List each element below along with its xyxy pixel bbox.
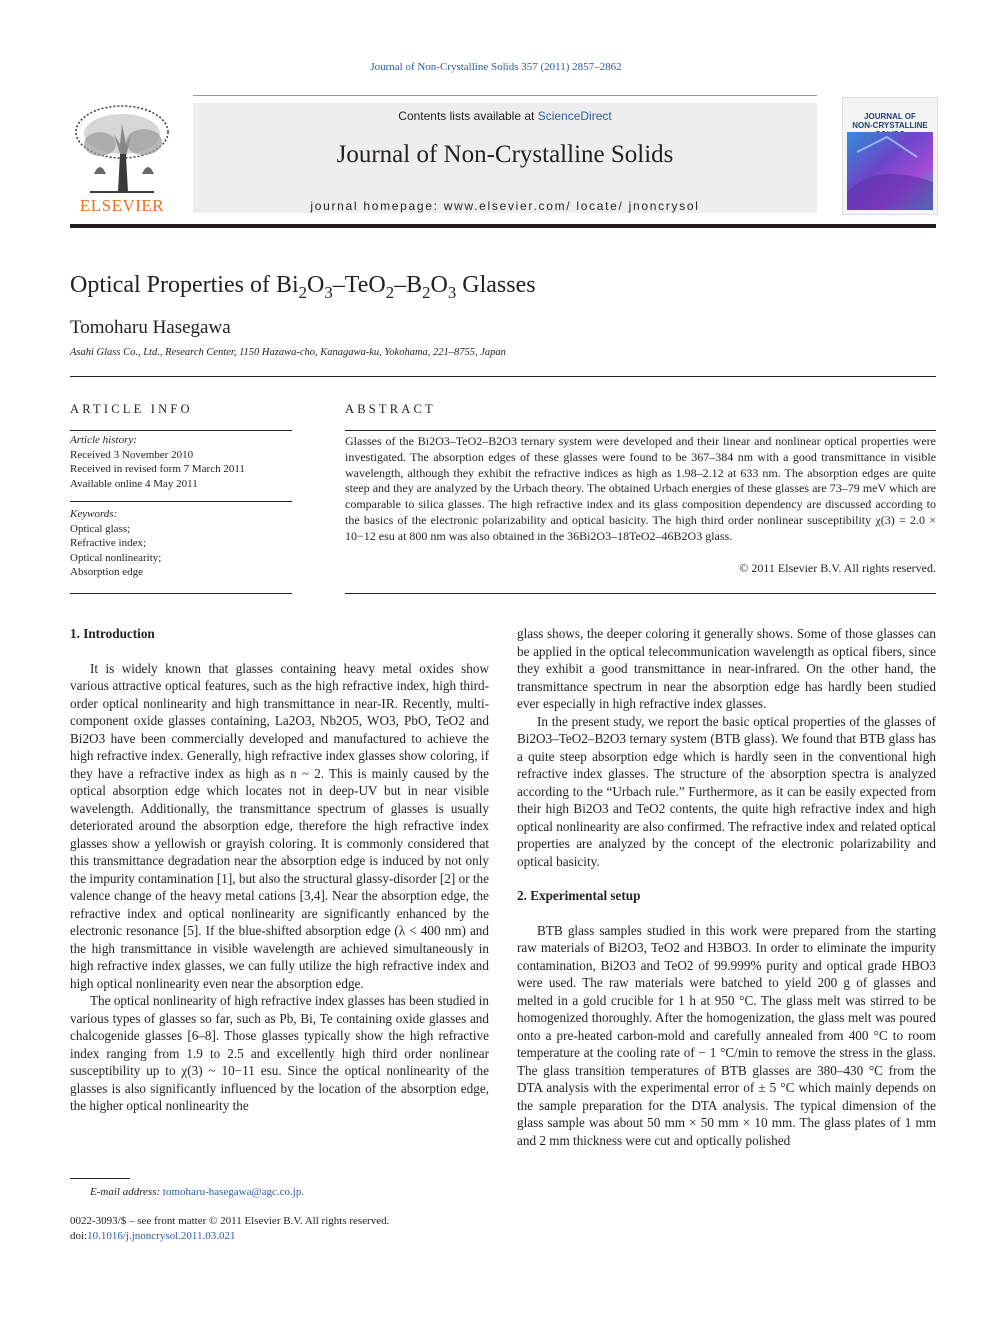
article-title: Optical Properties of $Bi_2O_3-TeO_2-B_2O_3$ Glasses <box>70 272 536 302</box>
received-date: Received 3 November 2010 <box>70 448 194 461</box>
keywords-rule <box>70 593 292 594</box>
journal-homepage[interactable]: journal homepage: www.elsevier.com/ locate/ jnoncrysol <box>310 199 700 213</box>
section-heading-introduction: 1. Introduction <box>70 626 155 641</box>
article-history <box>70 433 292 491</box>
contents-prefix: Contents lists available at <box>398 109 538 123</box>
article-info-heading: ARTICLE INFO <box>70 402 193 416</box>
cover-title-line-2: NON-CRYSTALLINE <box>852 121 928 130</box>
email-label: E-mail address: <box>90 1186 161 1198</box>
online-date: Available online 4 May 2011 <box>70 477 198 490</box>
intro-paragraph-1: It is widely known that glasses containing heavy metal oxides show various attractive optical features, such as the high refractive index, high third-order optical nonlinearity and high transmittance in near-IR. Recently, multi-component oxide glasses containing, La2O3, Nb2O5, WO3, PbO, TeO2 and Bi2O3 have been commercially developed and manufactured to achieve the high refractive index. Generally, high refractive index glasses show coloring, if they have a refractive index as high as n ~ 2. This is mainly caused by the optical absorption edge which locates not in deep-UV but in near visible wavelength. Additionally, the transmittance spectrum of glasses is usually deteriorated around the absorption edge, therefore the high refractive index glasses show a yellowish or grayish coloring. It is commonly considered that this transmittance degradation near the absorption edge is induced by not only the impurity contamination [1], but also the structural glassy-disorder [2] or the valence change of the heavy metal cations [3,4]. Near the absorption edge, the refractive index and optical nonlinearity are significantly enhanced by the electronic resonance [5]. If the blue-shifted absorption edge (λ < 400 nm) and the high transmittance in visible wavelength are achieved simultaneously in high refractive index glasses, we can fully utilize the high refractive index and high optical nonlinearity even near the absorption edge. <box>70 660 489 991</box>
journal-title: Journal of Non-Crystalline Solids <box>336 141 674 168</box>
affiliation-rule <box>70 376 936 377</box>
doi-line <box>70 1229 389 1244</box>
abstract-heading: ABSTRACT <box>345 402 436 416</box>
keywords-label: Keywords: <box>70 508 118 520</box>
history-rule <box>70 501 292 502</box>
abstract-text: Glasses of the Bi2O3–TeO2–B2O3 ternary system were developed and their linear and nonlinear optical properties were investigated. The absorption edges of these glasses were found to be 367–384 nm with a good transmittance in visible wavelength, although they exhibit the refractive indices as high as 1.98–2.12 at 633 nm. The absorption edges are quite steep and they are analyzed by the Urbach theory. The obtained Urbach energies of these glasses are 73–79 meV which are comparable to silica glasses. The high refractive index and its glass composition dependency are discussed according to the basics of the electronic polarizability and optical basicity. The high third order nonlinear susceptibility χ(3) = 2.0 × 10−12 esu at 800 nm was also obtained in the 36Bi2O3–18TeO2–46B2O3 glass. <box>345 434 936 543</box>
revised-date: Received in revised form 7 March 2011 <box>70 463 245 475</box>
issn-line: 0022-3093/$ – see front matter © 2011 Elsevier B.V. All rights reserved. <box>70 1215 390 1227</box>
body-column-left <box>70 625 489 1115</box>
email-link[interactable]: tomoharu-hasegawa@agc.co.jp. <box>162 1186 305 1198</box>
contents-line <box>193 109 817 123</box>
abstract-copyright: © 2011 Elsevier B.V. All rights reserved. <box>739 561 936 575</box>
header-rule <box>70 224 936 228</box>
journal-cover-image <box>842 97 938 215</box>
body-column-right <box>517 625 936 1149</box>
article-info-rule <box>70 430 292 431</box>
intro-paragraph-3: glass shows, the deeper coloring it generally shows. Some of those glasses can be applied in the optical telecommunication wavelength as optical fibers, since they exhibit a good transmittance in near-infrared. On the other hand, the transmittance spectrum in near the absorption edge has hardly been studied ever especially in high refractive index glasses. <box>517 626 936 711</box>
cover-title-line-1: JOURNAL OF <box>864 112 916 121</box>
section-heading-experimental: 2. Experimental setup <box>517 888 641 903</box>
issn-block <box>70 1214 389 1244</box>
keyword-item: Optical nonlinearity; <box>70 551 162 564</box>
author-affiliation: Asahi Glass Co., Ltd., Research Center, 1150 Hazawa-cho, Kanagawa-ku, Yokohama, 221–8755, Japan <box>70 347 506 358</box>
doi-label: doi: <box>70 1230 88 1242</box>
experimental-paragraph-1: BTB glass samples studied in this work were prepared from the starting raw materials of Bi2O3, TeO2 and H3BO3. In order to eliminate the impurity contamination, Bi2O3 and TeO2 of 99.999% purity and optical grade HBO3 were used. The raw materials were batched to yield 200 g of glasses and melted in a gold crucible for 1 h at 950 °C. The glass melt was stirred to be homogenized thoroughly. After the homogenization, the glass melt was poured onto a pre-heated carbon-mold and carefully annealed from 400 °C to room temperature at the cooling rate of − 1 °C/min to remove the stress in the glass. The glass transition temperatures of BTB glasses are 380–430 °C from the DTA analysis with the experimental error of ± 5 °C which mainly depends on the sample preparation for the DTA analysis. The typical dimension of the glass sample was about 50 mm × 50 mm × 10 mm. The glass plates of 1 mm and 2 mm thickness were cut and optically polished <box>517 922 936 1148</box>
journal-masthead <box>193 103 817 213</box>
history-label: Article history: <box>70 434 137 446</box>
journal-citation[interactable]: Journal of Non-Crystalline Solids 357 (2011) 2857–2862 <box>370 61 622 73</box>
abstract-rule <box>345 430 936 431</box>
author-name: Tomoharu Hasegawa <box>70 317 231 338</box>
intro-paragraph-4: In the present study, we report the basic optical properties of the glasses of Bi2O3–TeO2–B2O3 ternary system (BTB glass). We found that BTB glass has a quite steep absorption edge which is hardly seen in the conventional high refractive index glasses. The structure of the absorption spectra is analyzed according to the “Urbach rule.” Furthermore, as it can be easily expected from their high Bi2O3 and TeO2 contents, the quite high refractive index and high optical nonlinearity are also confirmed. The refractive index and related optical properties are analyzed by the concept of the electronic polarizability and optical basicity. <box>517 713 936 869</box>
sciencedirect-link[interactable]: ScienceDirect <box>537 109 612 123</box>
footnote-rule <box>70 1178 130 1179</box>
masthead-top-rule <box>193 95 817 96</box>
intro-paragraph-2: The optical nonlinearity of high refractive index glasses has been studied in various types of glasses so far, such as Pb, Bi, Te containing oxide glasses and chalcogenide glasses [6–8]. Those glasses typically show the high refractive index ranging from 1.9 to 2.5 and excellently high third order nonlinear susceptibility up to χ(3) ~ 10−11 esu. Since the optical nonlinearity of the glasses is also significantly influenced by the location of the absorption edge, the higher optical nonlinearity the <box>70 993 489 1113</box>
abstract-bottom-rule <box>345 593 936 594</box>
cover-art-icon <box>847 132 933 210</box>
keyword-item: Absorption edge <box>70 566 144 578</box>
doi-link[interactable]: 10.1016/j.jnoncrysol.2011.03.021 <box>87 1230 236 1242</box>
publisher-name: ELSEVIER <box>79 196 165 215</box>
keyword-item: Optical glass; <box>70 522 131 535</box>
keyword-item: Refractive index; <box>70 537 147 549</box>
keywords-block <box>70 507 292 580</box>
email-footnote <box>90 1186 304 1198</box>
